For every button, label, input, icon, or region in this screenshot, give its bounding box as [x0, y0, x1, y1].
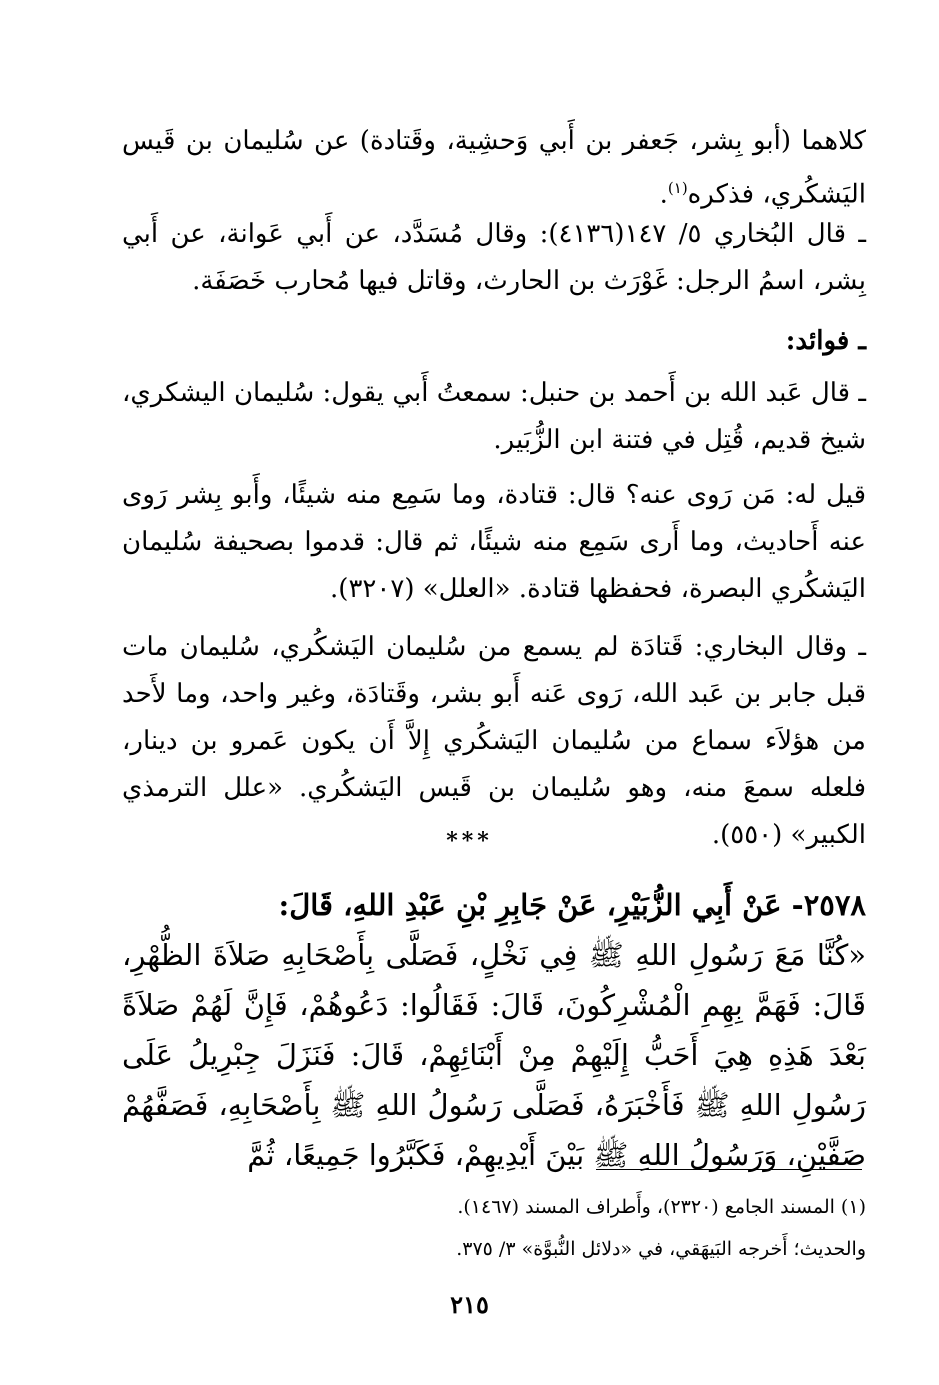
- paragraph-abdullah: ـ قال عَبد الله بن أَحمد بن حنبل: سمعتُ أَبي يقول: سُليمان اليشكري، شيخ قديم، قُتِل في فتنة ابن الزُّبَير.: [122, 378, 866, 455]
- section-heading-fawaid: ـ فوائد:: [785, 326, 866, 356]
- footnote-2: والحديث؛ أَخرجه البَيهَقي، في «دلائل النُّبوَّة» ٣/ ٣٧٥.: [456, 1238, 866, 1260]
- paragraph-bukhari-2: ـ وقال البخاري: قَتادَة لم يسمع من سُليمان اليَشكُري، سُليمان مات قبل جابر بن عَبد الله، رَوى عَنه أَبو بشر، وقَتادَة، وغير واحد، وما لأَحد من هؤلاَء سماع من سُليمان اليَشكُري إِلاَّ أَن يكون عَمرو بن دينار، فلعله سمعَ منه، وهو سُليمان بن قَيس اليَشكُري. «علل الترمذي الكبير» (٥٥٠).: [122, 632, 866, 850]
- footnote-1: (١) المسند الجامع (٢٣٢٠)، وأَطراف المسند (١٤٦٧).: [457, 1196, 866, 1218]
- page-number: ٢١٥: [450, 1290, 489, 1319]
- paragraph-qila-lahu: قيل له: مَن رَوى عنه؟ قال: قتادة، وما سَمِع منه شيئًا، وأَبو بِشر رَوى عنه أَحاديث، وما أَرى سَمِع منه شيئًا، ثم قال: قدموا بصحيفة سُليمان اليَشكُري البصرة، فحفظها قتادة. «العلل» (٣٢٠٧).: [122, 480, 866, 604]
- footnote-marker: (١): [667, 179, 688, 197]
- hadith-heading: ٢٥٧٨- عَنْ أَبِي الزُّبَيْرِ، عَنْ جَابِرِ بْنِ عَبْدِ اللهِ، قَالَ:: [278, 888, 866, 922]
- section-separator: ***: [446, 828, 493, 854]
- hadith-text: «كُنَّا مَعَ رَسُولِ اللهِ ﷺ فِي نَخْلٍ، فَصَلَّى بِأَصْحَابِهِ صَلاَةَ الظُّهْرِ، قَالَ: فَهَمَّ بِهِمِ الْمُشْرِكُونَ، قَالَ: فَقَالُوا: دَعُوهُمْ، فَإِنَّ لَهُمْ صَلاَةً بَعْدَ هَذِهِ هِيَ أَحَبُّ إِلَيْهِمْ مِنْ أَبْنَائِهِمْ، قَالَ: فَنَزَلَ جِبْرِيلُ عَلَى رَسُولِ اللهِ ﷺ فَأَخْبَرَهُ، فَصَلَّى رَسُولُ اللهِ ﷺ بِأَصْحَابِهِ، فَصَفَّهُمْ صَفَّيْنِ، وَرَسُولُ اللهِ ﷺ بَيْنَ أَيْدِيهِمْ، فَكَبَّرُوا جَمِيعًا، ثُمَّ: [122, 938, 866, 1172]
- paragraph-bukhari: ـ قال البُخاري ٥/ ١٤٧(٤١٣٦): وقال مُسَدَّد، عن أَبي عَوانة، عن أَبي بِشر، اسمُ الرجل: غَوْرَث بن الحارث، وقاتل فيها مُحارب خَصَفَة.: [122, 219, 866, 296]
- footnote-divider: [596, 1169, 862, 1170]
- paragraph-intro-text: كلاهما (أبو بِشر، جَعفر بن أَبي وَحشِية، وقَتادة) عن سُليمان بن قَيس اليَشكُري، فذكره: [122, 126, 866, 210]
- paragraph-intro: كلاهما (أبو بِشر، جَعفر بن أَبي وَحشِية، وقَتادة) عن سُليمان بن قَيس اليَشكُري، فذكره$^{(١)}$.: [122, 126, 866, 210]
